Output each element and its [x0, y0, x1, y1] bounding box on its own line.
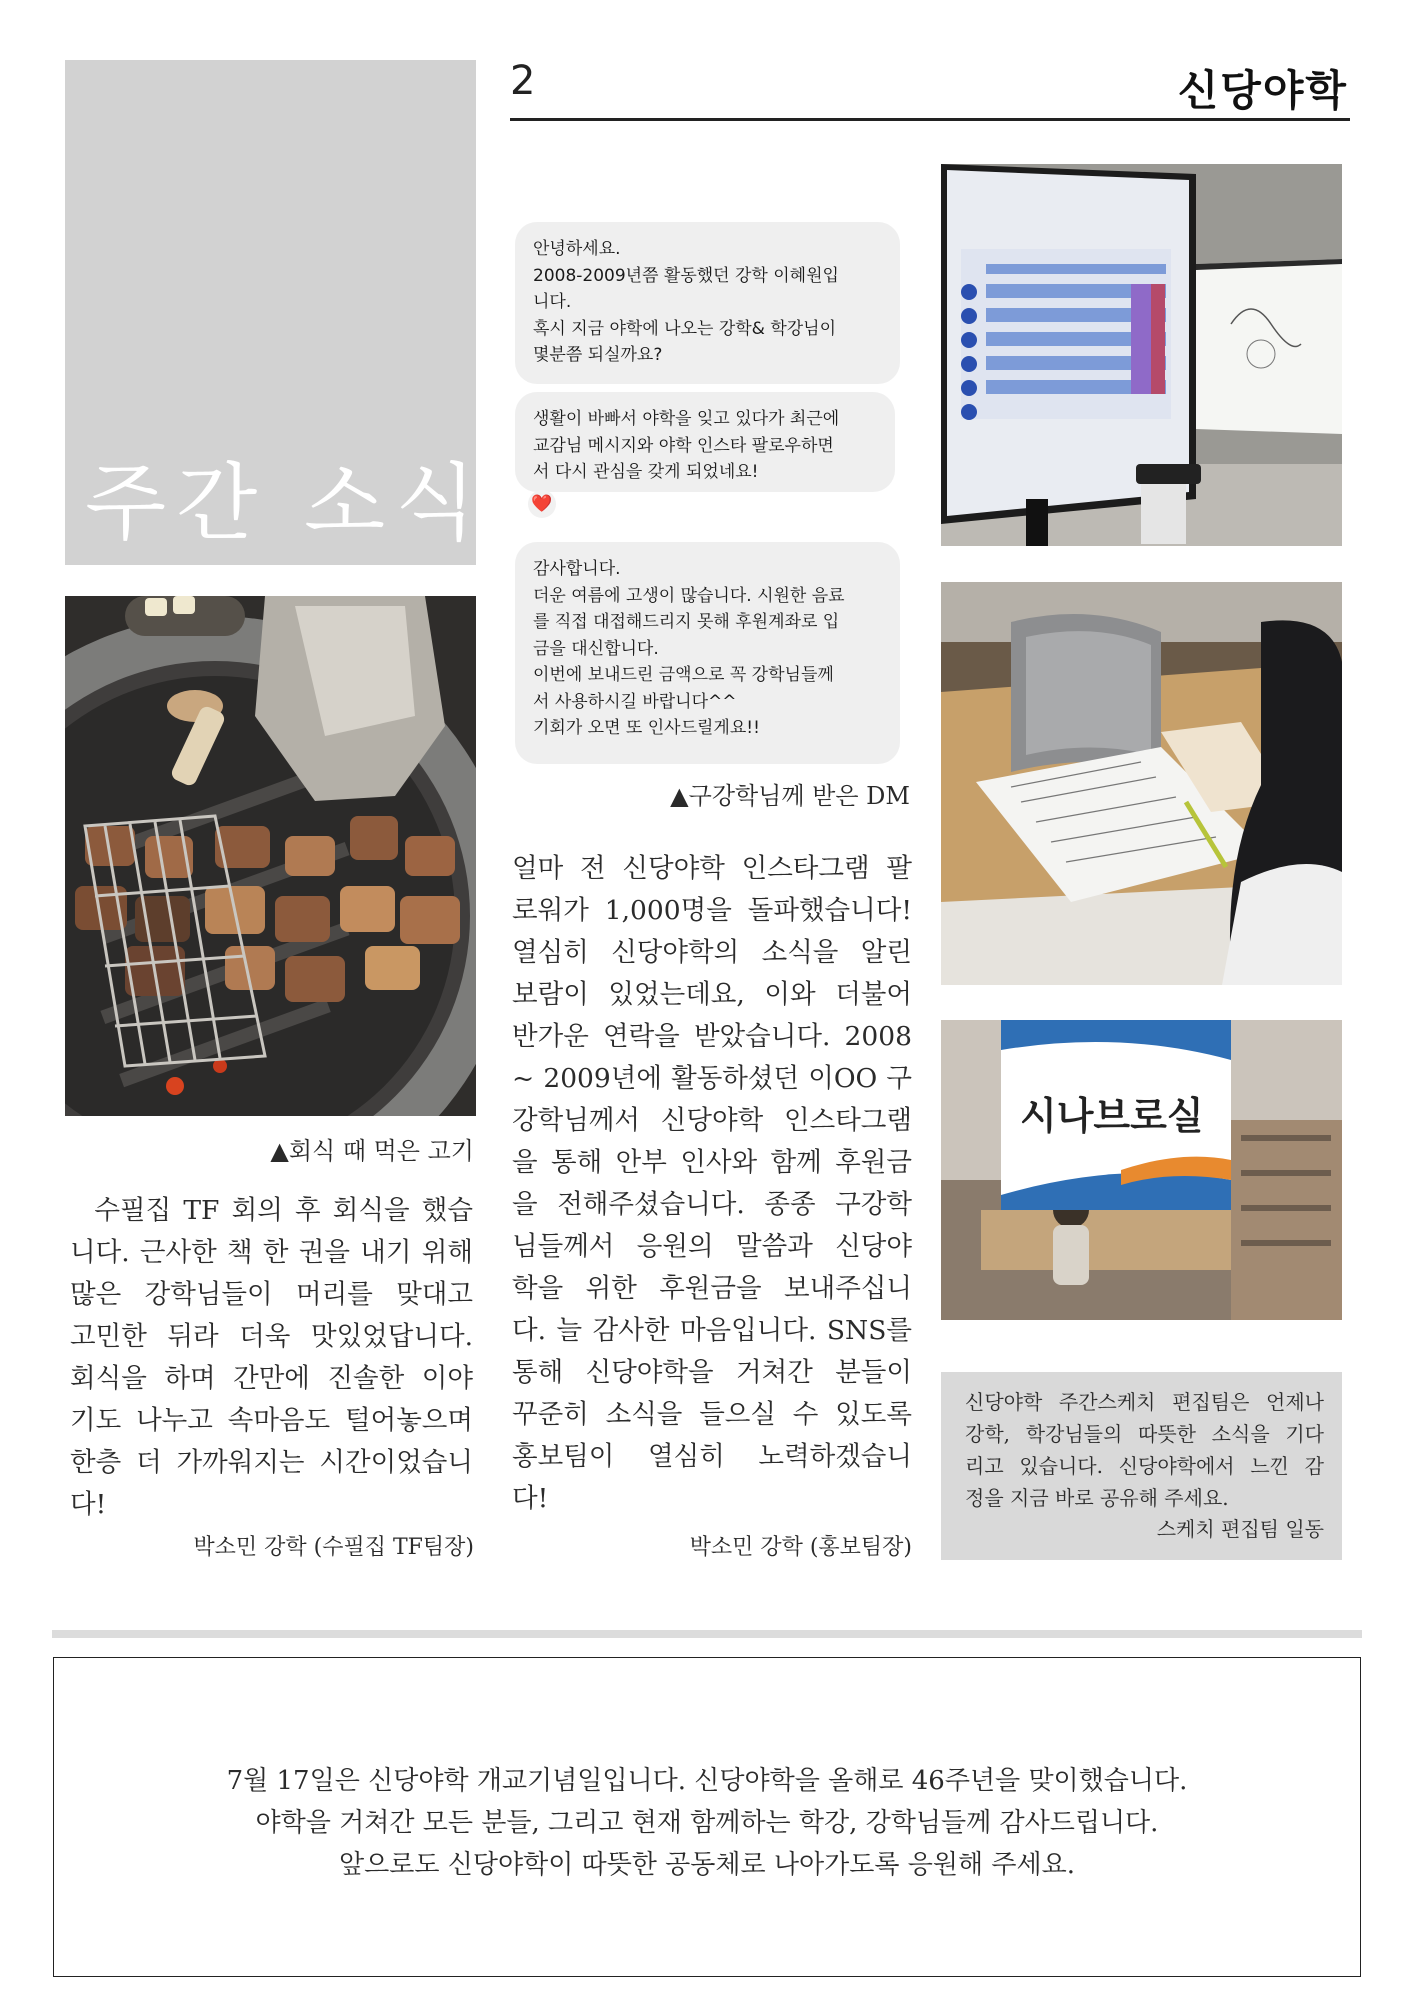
article-line: 다. 늘 감사한 마음입니다. SNS를	[512, 1315, 912, 1346]
bbq-photo	[65, 596, 476, 1116]
middle-article-byline: 박소민 강학 (홍보팀장)	[689, 1535, 912, 1560]
article-line: 열심히 신당야학의 소식을 알린	[512, 937, 912, 968]
note-line: 리고 있습니다. 신당야학에서 느낀 감	[965, 1454, 1324, 1478]
article-line: 한층 더 가까워지는 시간이었습니	[70, 1447, 473, 1478]
note-line: 신당야학 주간스케치 편집팀은 언제나	[965, 1390, 1324, 1414]
classroom-desk-illustration	[941, 582, 1342, 985]
anniversary-notice	[53, 1657, 1361, 1977]
dm-line: 교감님 메시지와 야학 인스타 팔로우하면	[533, 435, 834, 456]
note-line: 강학, 학강님들의 따뜻한 소식을 기다	[965, 1422, 1324, 1446]
dm-line: 이번에 보내드린 금액으로 꼭 강학님들께	[533, 665, 834, 686]
article-line: 얼마 전 신당야학 인스타그램 팔	[512, 853, 912, 884]
dm-line: 서 다시 관심을 갖게 되었네요!	[533, 462, 759, 483]
section-title: 주간 소식	[85, 454, 487, 552]
note-line: 정을 지금 바로 공유해 주세요.	[965, 1486, 1229, 1510]
dm-line: 감사합니다.	[533, 559, 621, 579]
article-line: 고민한 뒤라 더욱 맛있었답니다.	[70, 1321, 473, 1352]
dm-line: 더운 여름에 고생이 많습니다. 시원한 음료	[533, 585, 845, 606]
periodic-table-photo	[941, 164, 1342, 546]
brand-logo: 신당야학	[1177, 66, 1348, 115]
article-line: 많은 강학님들이 머리를 맞대고	[70, 1279, 473, 1310]
room-sign-photo	[941, 1020, 1342, 1320]
middle-article	[512, 848, 912, 1520]
left-article	[70, 1190, 473, 1526]
article-line: 을 전해주셨습니다. 종종 구강학	[512, 1189, 912, 1220]
editorial-note	[941, 1372, 1342, 1560]
article-line: 로워가 1,000명을 돌파했습니다!	[512, 895, 912, 926]
bbq-illustration	[65, 596, 476, 1116]
notice-line: 앞으로도 신당야학이 따뜻한 공동체로 나아가도록 응원해 주세요.	[339, 1850, 1075, 1880]
dm-line: 안녕하세요.	[533, 239, 621, 259]
notice-line: 7월 17일은 신당야학 개교기념일입니다. 신당야학을 올해로 46주년을 맞이했습니다.	[226, 1766, 1188, 1796]
article-line: 기도 나누고 속마음도 털어놓으며	[70, 1405, 473, 1436]
page-number: 2	[510, 58, 536, 104]
article-line: 니다. 근사한 책 한 권을 내기 위해	[70, 1237, 473, 1268]
notice-line: 야학을 거쳐간 모든 분들, 그리고 현재 함께하는 학강, 강학님들께 감사드립니다.	[255, 1808, 1159, 1838]
article-line: 보람이 있었는데요, 이와 더불어	[512, 979, 912, 1010]
article-line: ~ 2009년에 활동하셨던 이OO 구	[512, 1063, 912, 1094]
dm-line: 기회가 오면 또 인사드릴게요!!	[533, 718, 760, 739]
article-line: 학을 위한 후원금을 보내주십니	[512, 1273, 912, 1304]
article-line: 님들께서 응원의 말씀과 신당야	[512, 1231, 912, 1262]
header-rule	[510, 118, 1350, 121]
note-signature: 스케치 편집팀 일동	[1156, 1517, 1324, 1541]
article-line: 홍보팀이 열심히 노력하겠습니	[512, 1441, 912, 1472]
dm-line: 생활이 바빠서 야학을 잊고 있다가 최근에	[533, 409, 840, 429]
article-line: 통해 신당야학을 거쳐간 분들이	[512, 1357, 912, 1388]
dm-line: 서 사용하시길 바랍니다^^	[533, 691, 737, 712]
article-line: 다!	[512, 1483, 549, 1514]
dm-bubble-2	[515, 392, 895, 492]
dm-caption: ▲구강학님께 받은 DM	[670, 782, 910, 810]
anniversary-text	[54, 1760, 1360, 1886]
bbq-caption: ▲회식 때 먹은 고기	[270, 1137, 474, 1165]
dm-bubble-3	[515, 542, 900, 764]
article-line: 회식을 하며 간만에 진솔한 이야	[70, 1363, 473, 1394]
dm-line: 를 직접 대접해드리지 못해 후원계좌로 입	[533, 612, 840, 633]
classroom-screen-illustration	[941, 164, 1342, 546]
article-line: 을 통해 안부 인사와 함께 후원금	[512, 1147, 912, 1178]
dm-line: 금을 대신합니다.	[533, 638, 659, 659]
heart-reaction-icon: ❤️	[528, 490, 556, 518]
article-line: 강학님께서 신당야학 인스타그램	[512, 1105, 912, 1136]
room-sign-illustration	[941, 1020, 1342, 1320]
dm-line: 니다.	[533, 292, 572, 313]
article-line: 꾸준히 소식을 들으실 수 있도록	[512, 1399, 912, 1430]
dm-line: 혹시 지금 야학에 나오는 강학& 학강님이	[533, 318, 837, 339]
dm-line: 2008-2009년쯤 활동했던 강학 이혜원입	[533, 265, 839, 286]
dm-bubble-1	[515, 222, 900, 384]
footer-divider	[52, 1630, 1362, 1638]
article-line: 다!	[70, 1489, 107, 1520]
title-block	[65, 60, 487, 565]
article-line: 반가운 연락을 받았습니다. 2008	[512, 1021, 912, 1052]
classroom-desk-photo	[941, 582, 1342, 985]
article-line: 수필집 TF 회의 후 회식을 했습	[70, 1195, 473, 1226]
dm-line: 몇분쯤 되실까요?	[533, 345, 663, 366]
left-article-byline: 박소민 강학 (수필집 TF팀장)	[193, 1535, 474, 1560]
room-sign-text: 시나브로실	[1020, 1094, 1204, 1138]
